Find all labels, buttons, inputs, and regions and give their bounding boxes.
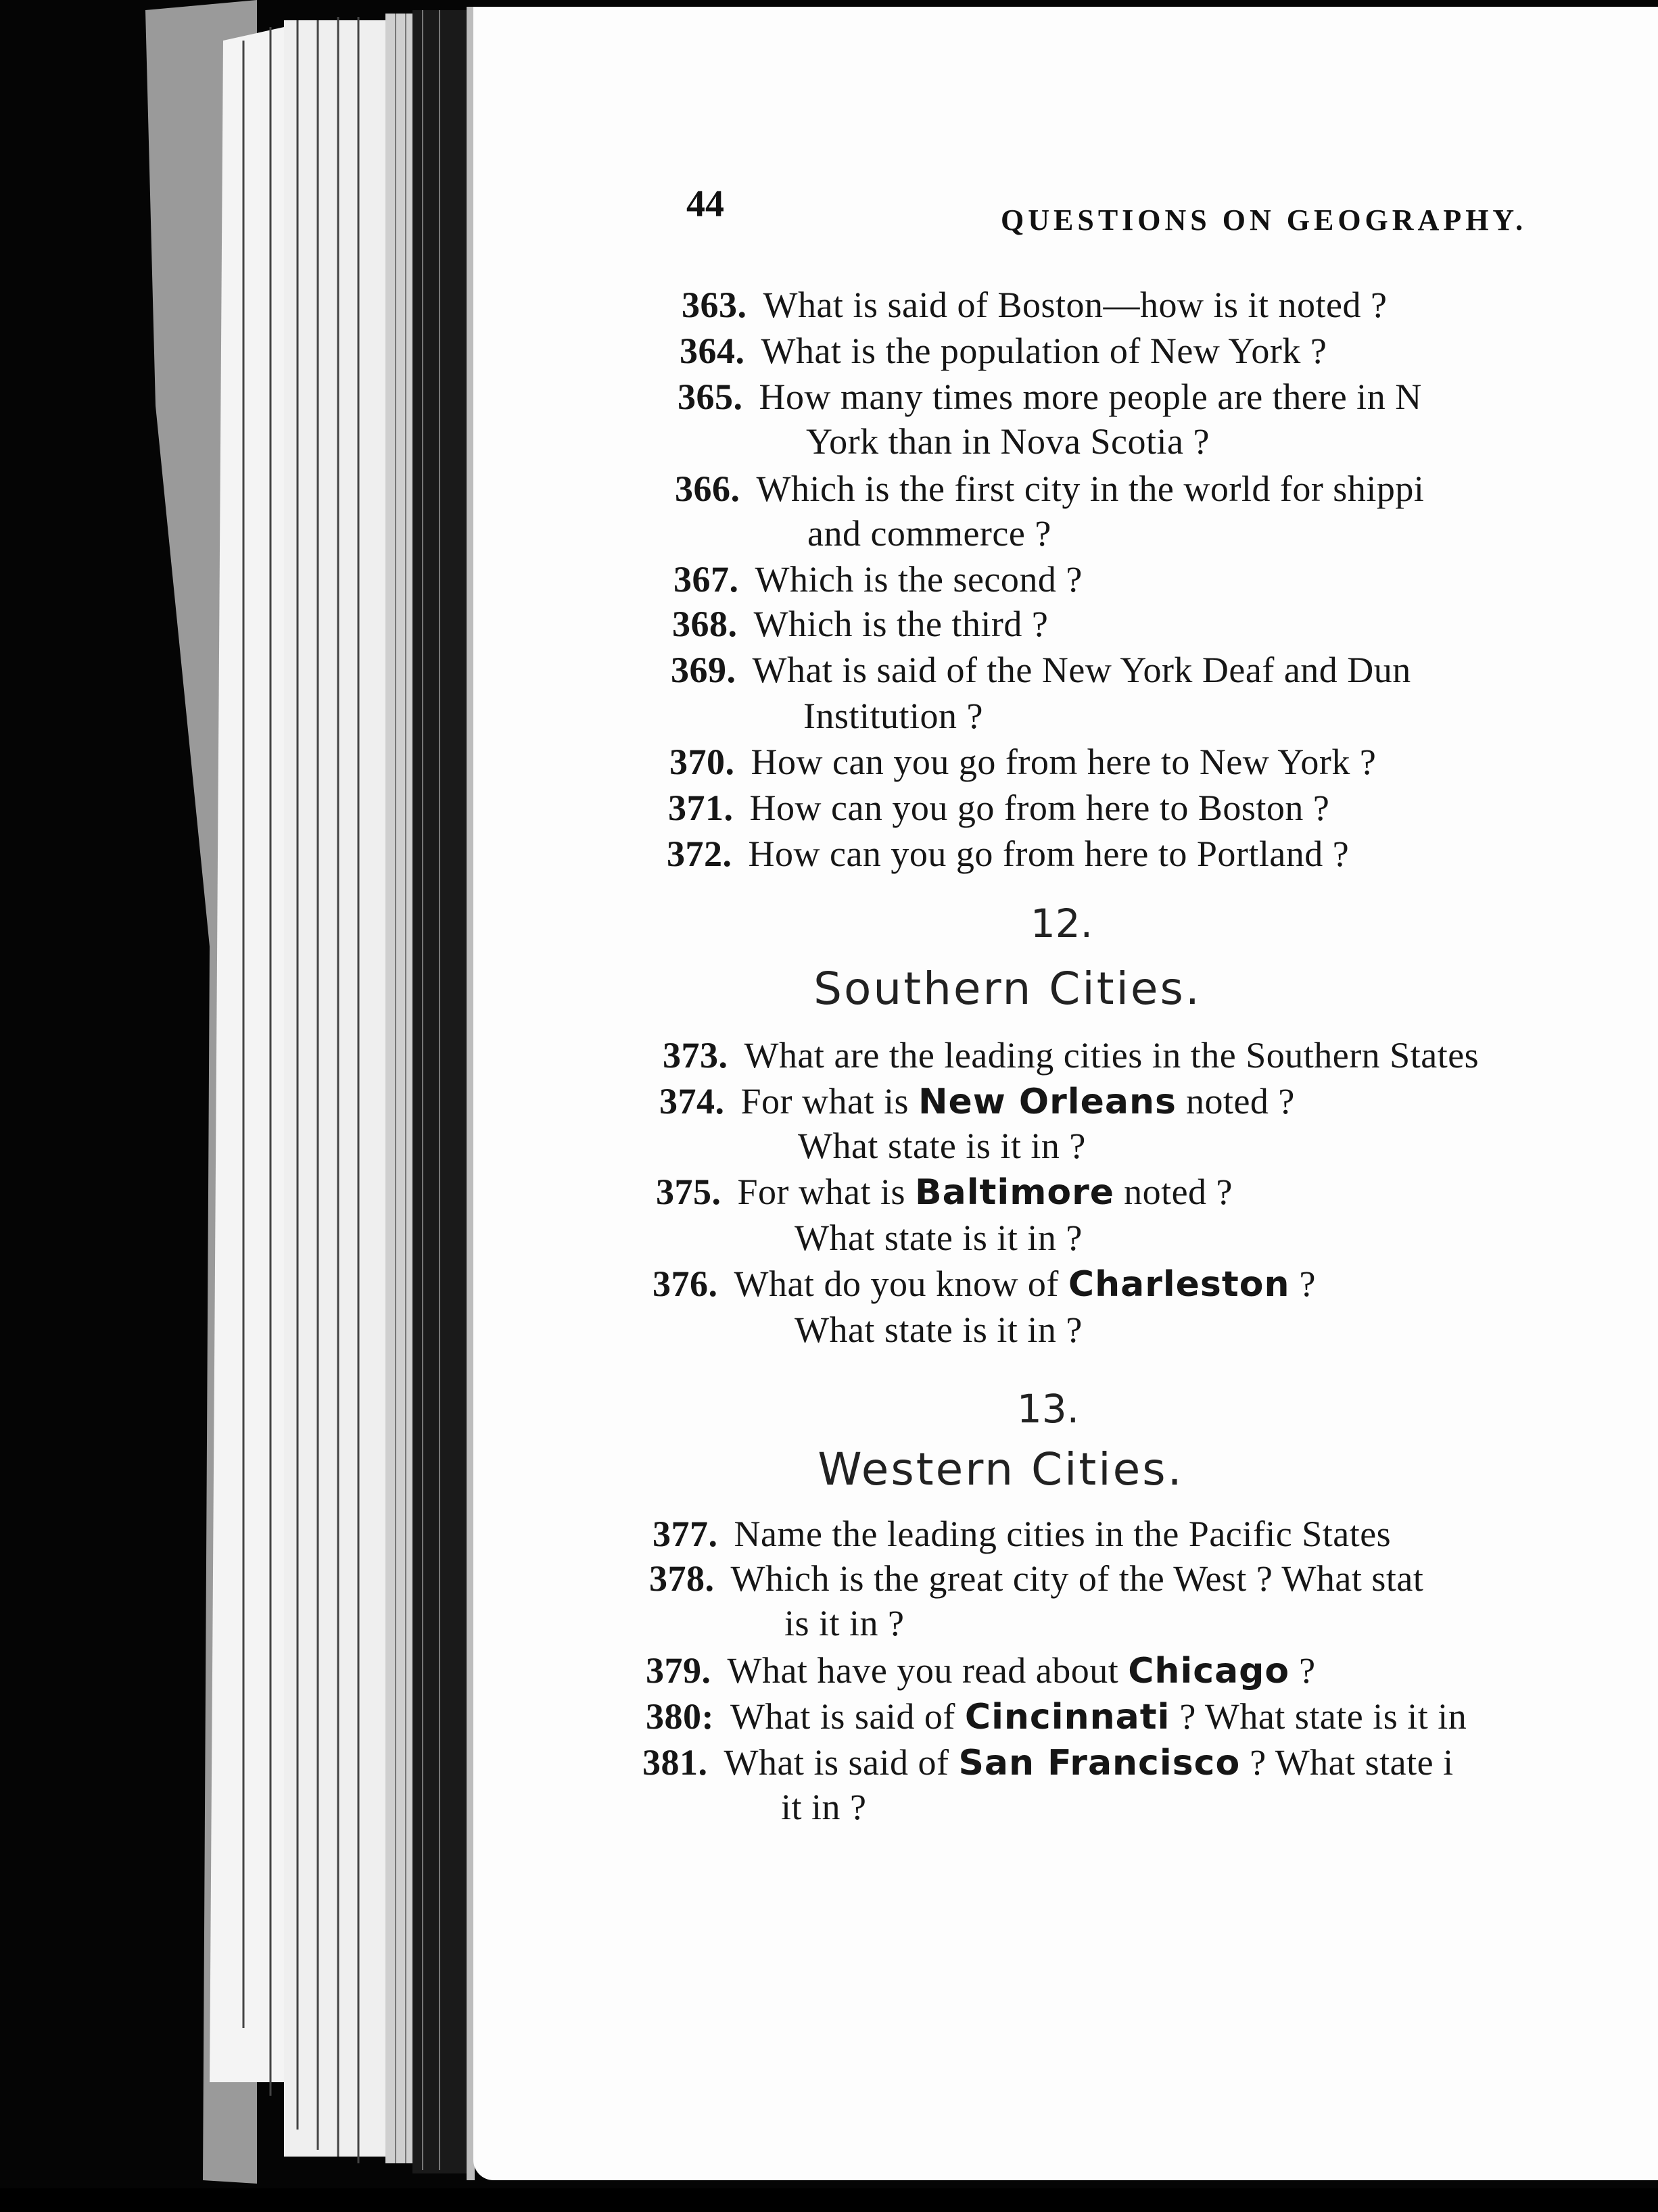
- question-number: 375.: [656, 1172, 721, 1212]
- book-page: [473, 7, 1658, 2180]
- question-381-follow: it in ?: [781, 1787, 867, 1827]
- city-name: Cincinnati: [964, 1697, 1170, 1737]
- question-text: Which is the second ?: [755, 559, 1083, 600]
- question-continuation: [803, 695, 983, 737]
- question-text: Which is the third ?: [753, 604, 1049, 644]
- question-text-post: ? What state is it in: [1170, 1696, 1467, 1737]
- question-text: Which is the first city in the world for shippi: [756, 468, 1425, 509]
- question-text: Institution ?: [803, 696, 983, 736]
- question-number: 380:: [646, 1696, 714, 1737]
- question-number: 379.: [646, 1650, 711, 1691]
- question-continuation: [807, 512, 1051, 554]
- city-name: Baltimore: [915, 1172, 1115, 1213]
- question-number: 363.: [682, 285, 747, 325]
- question-number: 381.: [642, 1742, 708, 1783]
- question-text: What is said of Boston—how is it noted ?: [763, 285, 1388, 325]
- question-number: 376.: [653, 1264, 718, 1304]
- question-text-pre: For what is: [737, 1172, 915, 1212]
- question-number: 368.: [672, 604, 738, 644]
- question-text-post: noted ?: [1114, 1172, 1233, 1212]
- question-number: 373.: [663, 1035, 728, 1076]
- question-376: [653, 1263, 1316, 1305]
- question-number: 366.: [675, 468, 740, 509]
- question-371: [668, 787, 1329, 829]
- question-text: What are the leading cities in the Southern States: [744, 1035, 1479, 1076]
- question-number: 367.: [673, 559, 739, 600]
- question-374: [659, 1080, 1295, 1122]
- question-number: 377.: [653, 1514, 718, 1554]
- question-text-post: noted ?: [1176, 1081, 1295, 1122]
- question-375: [656, 1171, 1233, 1213]
- question-367: [673, 558, 1083, 600]
- section-title-southern-cities: Southern Cities.: [813, 963, 1202, 1015]
- question-number: 372.: [667, 834, 732, 874]
- section-number-13: 13.: [1016, 1386, 1080, 1432]
- question-368: [672, 603, 1048, 645]
- question-text: Which is the great city of the West ? What stat: [730, 1558, 1424, 1599]
- question-text: York than in Nova Scotia ?: [806, 421, 1210, 462]
- question-number: 365.: [678, 377, 743, 417]
- question-text-pre: What is said of: [730, 1696, 965, 1737]
- question-text-post: ?: [1289, 1264, 1316, 1304]
- question-number: 369.: [671, 650, 736, 690]
- question-380: [646, 1696, 1467, 1737]
- question-364: [680, 330, 1327, 372]
- question-376-follow: What state is it in ?: [795, 1309, 1083, 1350]
- section-title-western-cities: Western Cities.: [818, 1443, 1184, 1495]
- question-text: and commerce ?: [807, 513, 1051, 554]
- city-name: Chicago: [1128, 1651, 1290, 1691]
- question-378-follow: is it in ?: [784, 1603, 905, 1643]
- city-name: San Francisco: [958, 1743, 1241, 1783]
- question-text-post: ? What state i: [1240, 1742, 1454, 1783]
- question-text: How many times more people are there in N: [759, 377, 1422, 417]
- question-text-post: ?: [1289, 1650, 1316, 1691]
- question-text-pre: What have you read about: [727, 1650, 1129, 1691]
- question-number: 370.: [669, 742, 735, 782]
- question-366: [675, 468, 1424, 510]
- question-374-follow: What state is it in ?: [798, 1126, 1086, 1166]
- question-373: [663, 1034, 1479, 1076]
- section-number-12: 12.: [1030, 900, 1093, 946]
- question-text-pre: What is said of: [724, 1742, 959, 1783]
- question-369: [671, 649, 1411, 691]
- question-text: How can you go from here to Boston ?: [749, 788, 1330, 828]
- city-name: Charleston: [1068, 1264, 1290, 1305]
- question-text: How can you go from here to New York ?: [751, 742, 1377, 782]
- city-name: New Orleans: [918, 1082, 1177, 1122]
- question-number: 371.: [668, 788, 734, 828]
- question-number: 378.: [649, 1558, 715, 1599]
- scan-bottom-edge: [0, 2188, 1658, 2212]
- question-text: What is said of the New York Deaf and Dun: [752, 650, 1411, 690]
- question-number: 374.: [659, 1081, 725, 1122]
- question-379: [646, 1650, 1316, 1691]
- question-378: [649, 1558, 1423, 1600]
- question-number: 364.: [680, 331, 745, 371]
- running-title: QUESTIONS ON GEOGRAPHY.: [1001, 203, 1527, 237]
- question-372: [667, 833, 1349, 875]
- question-text-pre: For what is: [740, 1081, 918, 1122]
- question-365: [678, 376, 1422, 418]
- question-text: What is the population of New York ?: [761, 331, 1327, 371]
- question-363: [682, 284, 1387, 326]
- question-377: [653, 1513, 1391, 1555]
- question-continuation: [806, 420, 1210, 462]
- question-text: Name the leading cities in the Pacific States: [734, 1514, 1392, 1554]
- question-370: [669, 741, 1376, 783]
- question-text-pre: What do you know of: [734, 1264, 1068, 1304]
- page-number: 44: [686, 183, 724, 225]
- question-text: How can you go from here to Portland ?: [748, 834, 1350, 874]
- question-375-follow: What state is it in ?: [795, 1218, 1083, 1258]
- question-381: [642, 1741, 1454, 1783]
